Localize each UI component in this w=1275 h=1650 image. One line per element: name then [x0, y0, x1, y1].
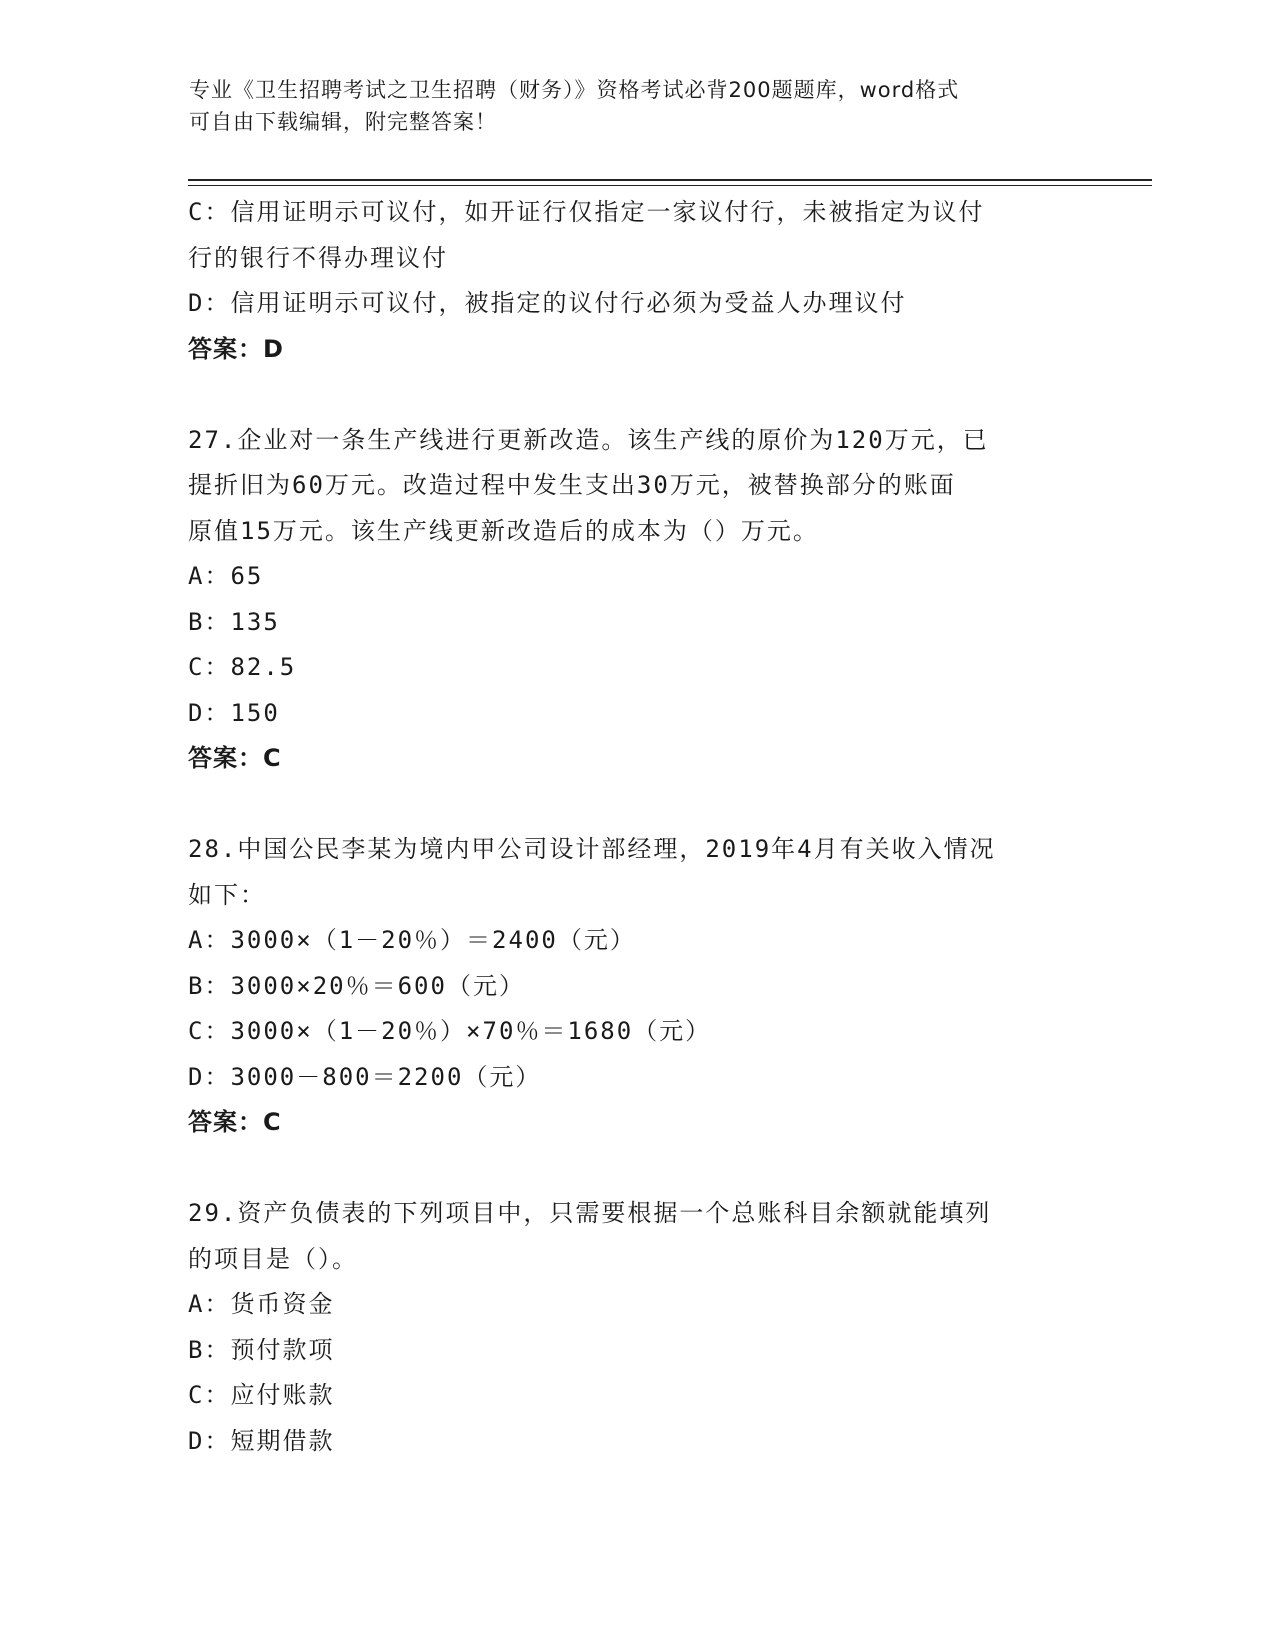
question-stem-line: 如下： [188, 880, 266, 909]
spacer [188, 782, 1088, 828]
option-c: C：82.5 [188, 653, 297, 681]
question-stem-line: 27.企业对一条生产线进行更新改造。该生产线的原价为120万元，已 [188, 425, 989, 454]
question-stem-line: 的项目是（）。 [188, 1244, 358, 1273]
option-d: D：短期借款 [188, 1426, 335, 1455]
option-c: C：信用证明示可议付，如开证行仅指定一家议付行，未被指定为议付 [188, 198, 985, 226]
option-c: C：应付账款 [188, 1381, 335, 1409]
answer-line: 答案：C [188, 1108, 282, 1136]
question-stem-line: 29.资产负债表的下列项目中，只需要根据一个总账科目余额就能填列 [188, 1199, 992, 1227]
question-28-block [188, 827, 1088, 1146]
option-d: D：150 [188, 698, 280, 727]
option-b: B：135 [188, 607, 280, 636]
answer-line: 答案：D [188, 334, 284, 363]
question-stem-line: 提折旧为60万元。改造过程中发生支出30万元，被替换部分的账面 [188, 471, 956, 499]
option-a: A：货币资金 [188, 1290, 335, 1318]
header-title-line-2: 可自由下载编辑，附完整答案！ [189, 110, 497, 134]
option-c: C：3000×（1－20％）×70％＝1680（元） [188, 1017, 712, 1045]
option-b: B：3000×20％＝600（元） [188, 971, 525, 1000]
question-content [188, 190, 1088, 1464]
document-header [189, 74, 1089, 138]
answer-line: 答案：C [188, 744, 282, 772]
question-stem-line: 28.中国公民李某为境内甲公司设计部经理，2019年4月有关收入情况 [188, 835, 996, 863]
option-d: D：信用证明示可议付，被指定的议付行必须为受益人办理议付 [188, 289, 907, 317]
option-d: D：3000－800＝2200（元） [188, 1062, 542, 1091]
header-divider-thin [188, 185, 1152, 186]
option-b: B：预付款项 [188, 1335, 335, 1364]
header-title-line-1: 专业《卫生招聘考试之卫生招聘（财务）》资格考试必背200题题库，word格式 [189, 78, 960, 102]
option-a: A：3000×（1－20％）＝2400（元） [188, 926, 636, 954]
option-a: A：65 [188, 562, 264, 590]
option-c-continued: 行的银行不得办理议付 [188, 243, 448, 272]
header-divider-thick [188, 179, 1152, 181]
question-stem-line: 原值15万元。该生产线更新改造后的成本为（）万元。 [188, 516, 819, 545]
question-29-block [188, 1191, 1088, 1464]
prev-question-block [188, 190, 1088, 372]
spacer [188, 1146, 1088, 1192]
question-27-block [188, 418, 1088, 782]
spacer [188, 372, 1088, 418]
